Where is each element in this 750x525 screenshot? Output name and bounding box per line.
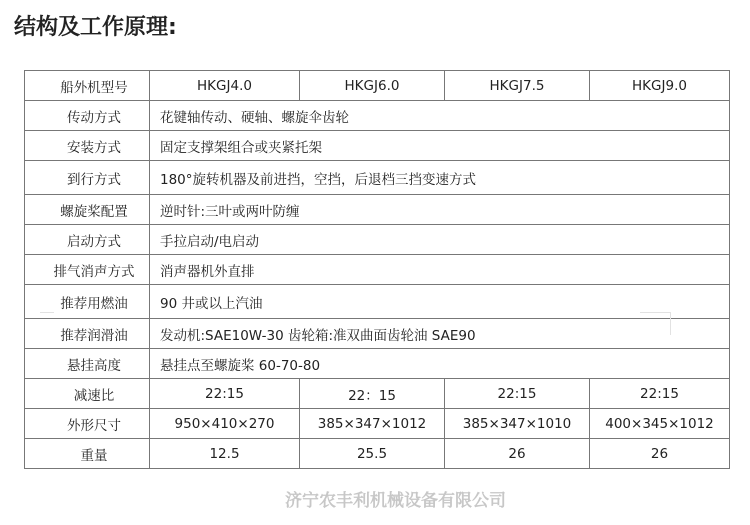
reduction-cell: 22:15 (150, 379, 300, 409)
row-value: 悬挂点至螺旋桨 60-70-80 (150, 349, 730, 379)
table-row-reduction (25, 379, 730, 409)
row-label: 启动方式 (25, 225, 150, 255)
table-row-lubricant (25, 319, 730, 349)
table-row-mounting (25, 131, 730, 161)
row-value: 逆时针:三叶或两叶防缠 (150, 195, 730, 225)
row-label: 到行方式 (25, 161, 150, 195)
page-title: 结构及工作原理: (14, 15, 177, 40)
model-cell: HKGJ6.0 (300, 71, 445, 101)
table-row-transmission (25, 101, 730, 131)
weight-cell: 26 (590, 439, 730, 469)
dimension-cell: 385×347×1010 (445, 409, 590, 439)
row-value: 180°旋转机器及前进挡，空挡，后退档三挡变速方式 (150, 161, 730, 195)
table-row-weight (25, 439, 730, 469)
row-label: 安装方式 (25, 131, 150, 161)
row-value: 固定支撑架组合或夹紧托架 (150, 131, 730, 161)
table-row-fuel (25, 285, 730, 319)
row-label: 外形尺寸 (25, 409, 150, 439)
weight-cell: 12.5 (150, 439, 300, 469)
row-label: 船外机型号 (25, 71, 150, 101)
spec-table (24, 70, 730, 469)
row-label: 推荐用燃油 (25, 285, 150, 319)
table-row-exhaust (25, 255, 730, 285)
dimension-cell: 385×347×1012 (300, 409, 445, 439)
decorative-corner-mark (640, 312, 671, 335)
row-label: 螺旋桨配置 (25, 195, 150, 225)
weight-cell: 26 (445, 439, 590, 469)
row-value: 手拉启动/电启动 (150, 225, 730, 255)
table-row-models (25, 71, 730, 101)
row-value: 消声器机外直排 (150, 255, 730, 285)
model-cell: HKGJ4.0 (150, 71, 300, 101)
table-row-start (25, 225, 730, 255)
model-cell: HKGJ7.5 (445, 71, 590, 101)
table-row-height (25, 349, 730, 379)
reduction-cell: 22:15 (445, 379, 590, 409)
company-footer: 济宁农丰利机械设备有限公司 (285, 491, 506, 511)
reduction-cell: 22：15 (300, 379, 445, 409)
dimension-cell: 950×410×270 (150, 409, 300, 439)
row-value: 发动机:SAE10W-30 齿轮箱:准双曲面齿轮油 SAE90 (150, 319, 730, 349)
row-label: 排气消声方式 (25, 255, 150, 285)
row-label: 传动方式 (25, 101, 150, 131)
table-row-dimensions (25, 409, 730, 439)
row-label: 减速比 (25, 379, 150, 409)
row-label: 推荐润滑油 (25, 319, 150, 349)
table-row-propeller (25, 195, 730, 225)
table-row-shift (25, 161, 730, 195)
model-cell: HKGJ9.0 (590, 71, 730, 101)
dimension-cell: 400×345×1012 (590, 409, 730, 439)
row-value: 花键轴传动、硬轴、螺旋伞齿轮 (150, 101, 730, 131)
decorative-corner-mark (40, 312, 54, 325)
weight-cell: 25.5 (300, 439, 445, 469)
reduction-cell: 22:15 (590, 379, 730, 409)
row-value: 90 井或以上汽油 (150, 285, 730, 319)
row-label: 悬挂高度 (25, 349, 150, 379)
row-label: 重量 (25, 439, 150, 469)
